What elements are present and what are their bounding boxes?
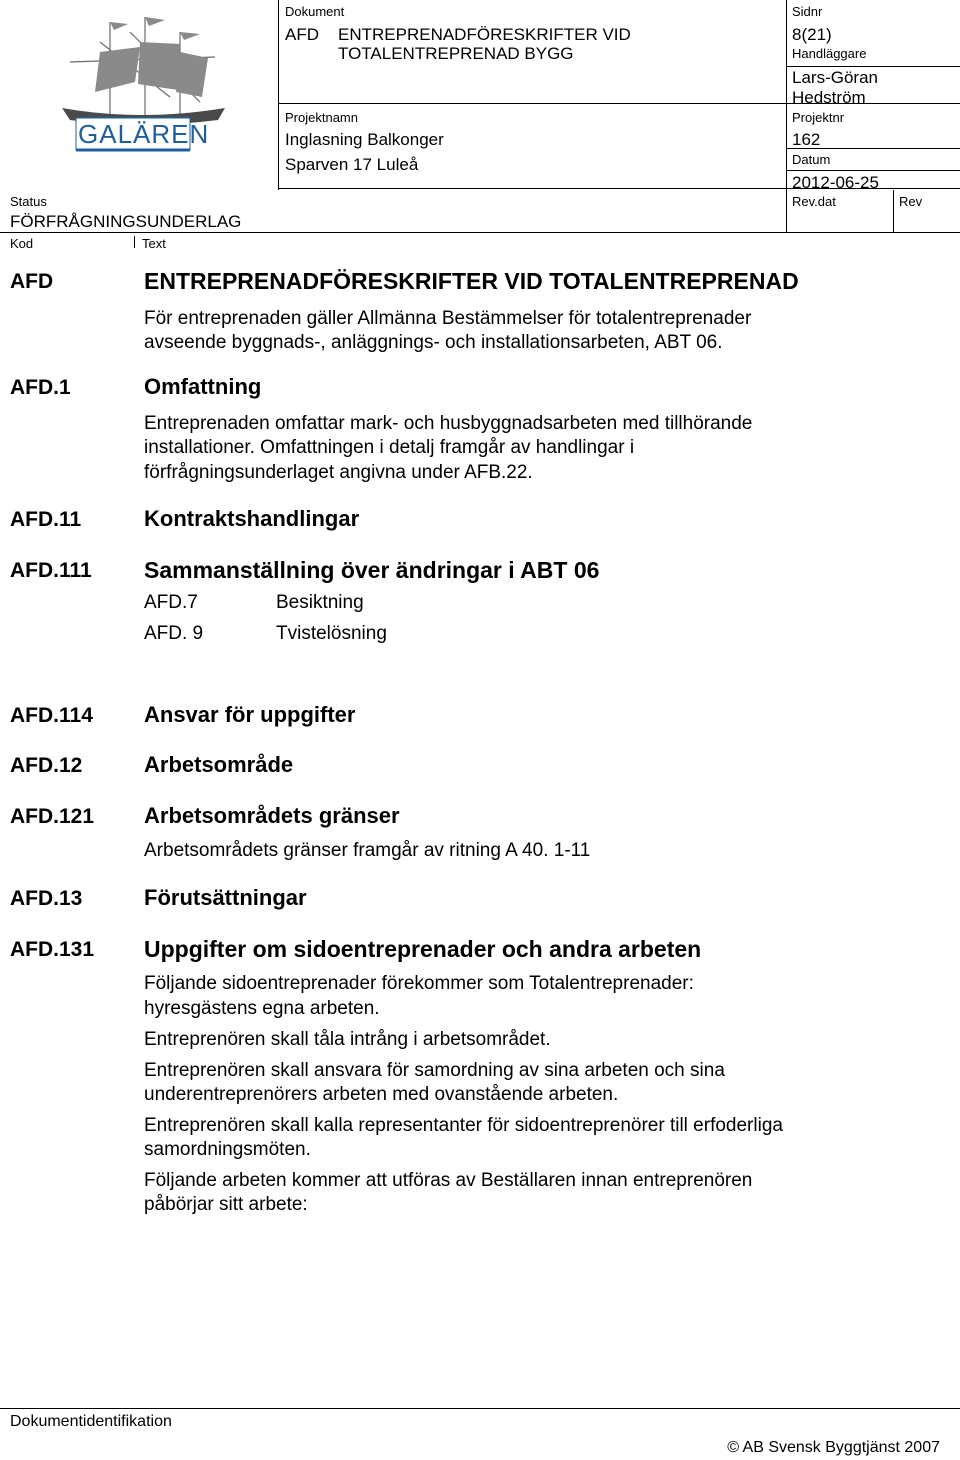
dokument-title-line1: ENTREPRENADFÖRESKRIFTER VID [338,25,631,44]
reference-text: Tvistelösning [276,623,387,644]
section-code: AFD.11 [10,508,82,531]
footer-rule [0,1408,960,1409]
section-code: AFD.12 [10,754,83,777]
section-heading: Sammanställning över ändringar i ABT 06 [144,557,600,583]
galaren-logo [40,12,240,187]
rev-label: Rev [899,194,923,209]
dokument-label: Dokument [285,4,345,19]
paragraph-line: Följande sidoentreprenader förekommer som Totalentreprenader: [144,973,694,994]
paragraph-line: Entreprenören skall tåla intrång i arbetsområdet. [144,1029,551,1050]
projektnamn-line1: Inglasning Balkonger [285,130,444,149]
section-code: AFD.131 [10,938,95,961]
section-heading: Förutsättningar [144,885,307,910]
section-heading: Uppgifter om sidoentreprenader och andra arbeten [144,936,702,962]
datum-label: Datum [792,152,831,167]
paragraph-line: Arbetsområdets gränser framgår av ritning A 40. 1-11 [144,840,591,861]
paragraph-line: hyresgästens egna arbeten. [144,998,380,1019]
kod-text-divider [134,236,135,248]
paragraph-line: Följande arbeten kommer att utföras av Beställaren innan entreprenören [144,1170,753,1191]
paragraph-line: underentreprenörers arbeten med ovanstående arbeten. [144,1084,619,1105]
logo-text: GALÄREN [78,119,210,149]
section-code: AFD.114 [10,704,93,727]
projektnr-value: 162 [792,130,821,149]
section-code: AFD.111 [10,559,92,582]
handlaggare-line1: Lars-Göran [792,68,878,87]
dokument-code: AFD [285,25,319,44]
dokumentidentifikation-label: Dokumentidentifikation [10,1413,172,1430]
paragraph-line: påbörjar sitt arbete: [144,1194,308,1215]
header-rule [786,170,960,171]
paragraph-line: Entreprenören skall kalla representanter för sidoentreprenörer till erfoderliga [144,1115,783,1136]
paragraph-line: Entreprenören skall ansvara för samordning av sina arbeten och sina [144,1060,725,1081]
revdat-label: Rev.dat [792,194,836,209]
header-divider [786,0,787,233]
paragraph-line: installationer. Omfattningen i detalj framgår av handlingar i [144,437,635,458]
reference-text: Besiktning [276,592,364,613]
reference-code: AFD.7 [144,592,198,613]
sidnr-value: 8(21) [792,25,832,44]
section-code: AFD.1 [10,376,71,399]
datum-value: 2012-06-25 [792,173,879,192]
section-heading: Ansvar för uppgifter [144,702,356,727]
projektnamn-label: Projektnamn [285,110,358,125]
section-code: AFD.121 [10,805,95,828]
kod-label: Kod [10,236,34,251]
paragraph-line: avseende byggnads-, anläggnings- och installationsarbeten, ABT 06. [144,332,723,353]
header-rule [0,232,960,233]
section-code: AFD [10,270,54,293]
handlaggare-line2: Hedström [792,88,866,107]
header-rule [786,66,960,67]
projektnamn-line2: Sparven 17 Luleå [285,155,419,174]
sidnr-label: Sidnr [792,4,823,19]
status-value: FÖRFRÅGNINGSUNDERLAG [10,212,242,231]
section-heading: Omfattning [144,374,262,399]
paragraph-line: Entreprenaden omfattar mark- och husbyggnadsarbeten med tillhörande [144,413,753,434]
section-heading: Kontraktshandlingar [144,506,360,531]
dokument-title-line2: TOTALENTREPRENAD BYGG [338,44,574,63]
paragraph-line: För entreprenaden gäller Allmänna Bestämmelser för totalentreprenader [144,308,752,329]
paragraph-line: förfrågningsunderlaget angivna under AFB.22. [144,462,533,483]
text-label: Text [142,236,166,251]
copyright-text: © AB Svensk Byggtjänst 2007 [727,1439,940,1456]
status-label: Status [10,194,47,209]
header-divider [893,190,894,233]
paragraph-line: samordningsmöten. [144,1139,311,1160]
section-heading: Arbetsområde [144,752,294,777]
section-heading: Arbetsområdets gränser [144,803,400,828]
projektnr-label: Projektnr [792,110,845,125]
section-heading: ENTREPRENADFÖRESKRIFTER VID TOTALENTREPRENAD [144,268,799,294]
header-divider [278,0,279,190]
section-code: AFD.13 [10,887,83,910]
handlaggare-label: Handläggare [792,46,867,61]
reference-code: AFD. 9 [144,623,204,644]
ship-icon [40,12,240,187]
